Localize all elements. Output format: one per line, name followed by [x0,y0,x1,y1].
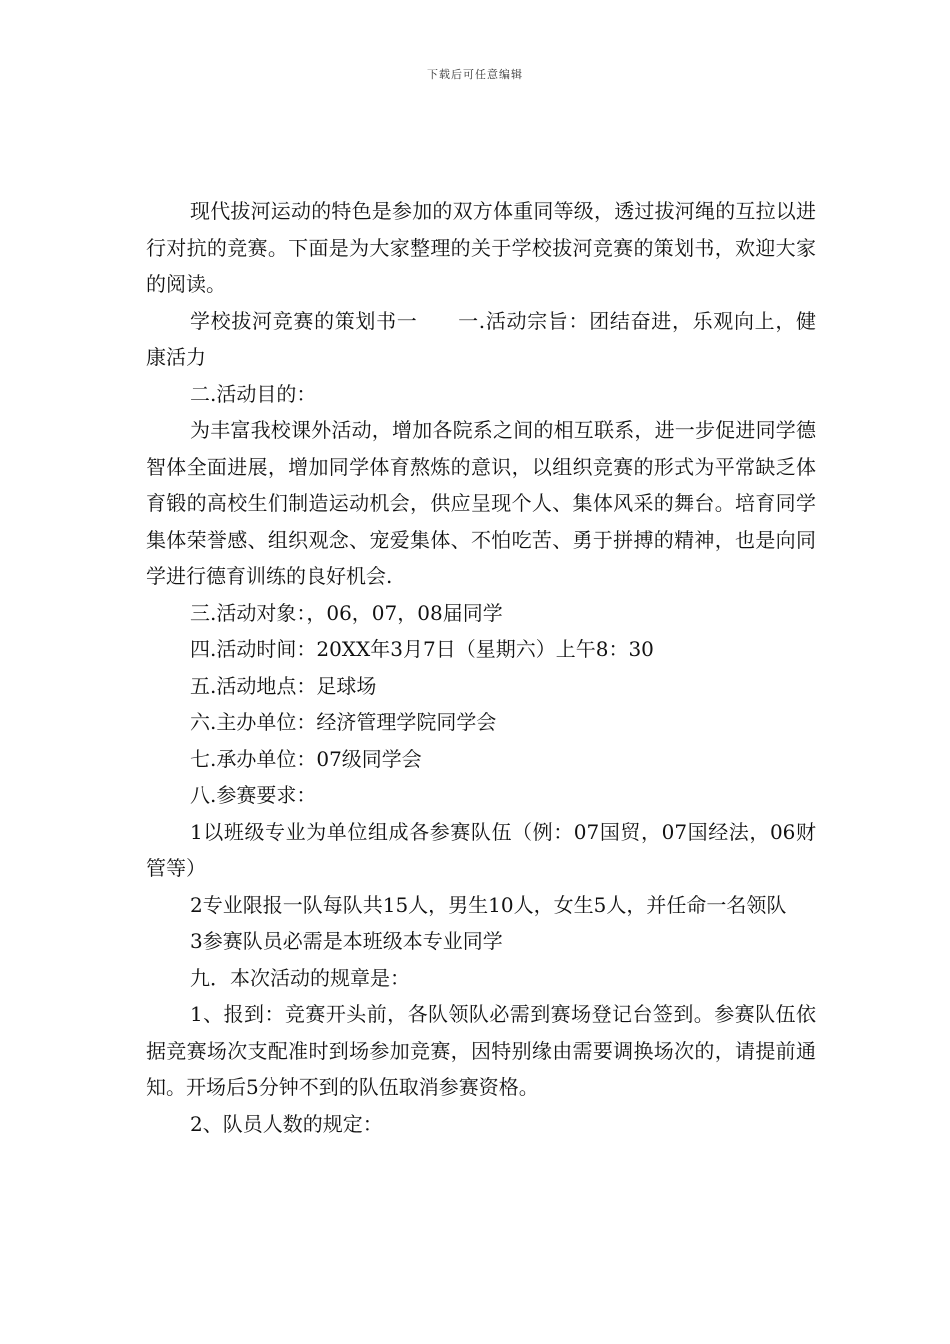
title-and-purpose-paragraph [146,303,816,376]
page-header: 下载后可任意编辑 [427,68,523,81]
section-rules-heading: 九．本次活动的规章是： [190,965,410,990]
section-goal-body: 为丰富我校课外活动，增加各院系之间的相互联系，进一步促进同学德智体全面进展，增加同学体育熬炼的意识，以组织竞赛的形式为平常缺乏体育锻的高校生们制造运动机会，供应呈现个人、集体风采的舞台。培育同学集体荣誉感、组织观念、宠爱集体、不怕吃苦、勇于拼搏的精神，也是向同学进行德育训练的良好机会. [146,418,816,588]
rule-2: 2、队员人数的规定： [190,1111,383,1136]
section-requirements-heading: 八.参赛要求： [190,783,317,807]
section-host: 六.主办单位：经济管理学院同学会 [190,710,497,734]
section-participants: 三.活动对象：，06，07，08届同学 [190,600,503,625]
requirement-2: 2专业限报一队每队共15人，男生10人，女生5人，并任命一名领队 [190,892,787,917]
rule-1: 1、报到：竞赛开头前，各队领队必需到赛场登记台签到。参赛队伍依据竞赛场次支配准时到场参加竞赛，因特别缘由需要调换场次的，请提前通知。开场后5分钟不到的队伍取消参赛资格。 [146,1002,816,1099]
section-organizer: 七.承办单位：07级同学会 [190,746,422,771]
section-time: 四.活动时间：20XX年3月7日（星期六）上午8：30 [190,637,654,661]
section-purpose: 一.活动宗旨：团结奋进，乐观向上，健康活力 [146,308,817,369]
requirement-1: 1以班级专业为单位组成各参赛队伍（例：07国贸，07国经法，06财管等） [146,819,816,880]
section-goal-heading: 二.活动目的： [190,381,317,406]
requirement-3: 3参赛队员必需是本班级本专业同学 [190,929,503,953]
document-body [146,193,816,1142]
section-location: 五.活动地点：足球场 [190,673,377,698]
doc-subtitle: 学校拔河竞赛的策划书一 [190,308,418,333]
intro-paragraph: 现代拔河运动的特色是参加的双方体重同等级，透过拔河绳的互拉以进行对抗的竞赛。下面是为大家整理的关于学校拔河竞赛的策划书，欢迎大家的阅读。 [146,199,816,296]
